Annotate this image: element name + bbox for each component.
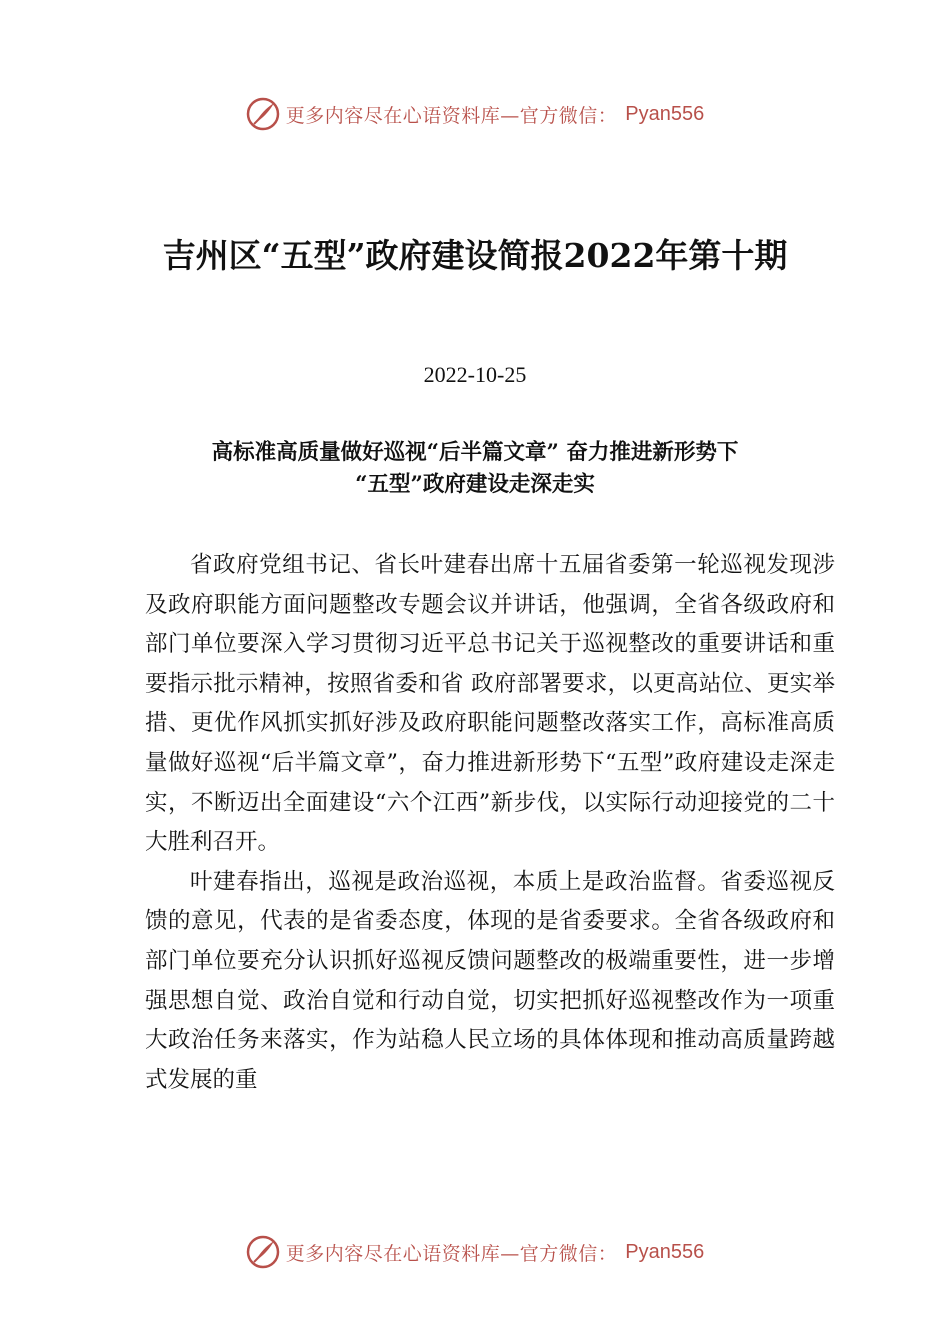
header-banner <box>0 94 950 134</box>
article-subtitle-line-1: 高标准高质量做好巡视“后半篇文章” 奋力推进新形势下 <box>211 440 739 465</box>
document-title: 吉州区“五型”政府建设简报2022年第十期 <box>162 236 788 275</box>
footer-banner <box>0 1232 950 1272</box>
quill-pen-logo-icon <box>246 97 280 131</box>
body-paragraph: 叶建春指出，巡视是政治巡视，本质上是政治监督。省委巡视反馈的意见，代表的是省委态度，体现的是省委要求。全省各级政府和部门单位要充分认识抓好巡视反馈问题整改的极端重要性，进一步增强思想自觉、政治自觉和行动自觉，切实把抓好巡视整改作为一项重大政治任务来落实，作为站稳人民立场的具体体现和推动高质量跨越式发展的重 <box>145 868 835 1093</box>
banner-wechat-id: Pyan556 <box>625 1240 705 1263</box>
article-subtitle-line-2: “五型”政府建设走深走实 <box>355 472 595 497</box>
document-date: 2022-10-25 <box>423 362 527 387</box>
body-paragraph: 省政府党组书记、省长叶建春出席十五届省委第一轮巡视发现涉及政府职能方面问题整改专题会议并讲话，他强调，全省各级政府和部门单位要深入学习贯彻习近平总书记关于巡视整改的重要讲话和重要指示批示精神，按照省委和省 政府部署要求，以更高站位、更实举措、更优作风抓实抓好涉及政府职能问题整改落实工作，高标准高质量做好巡视“后半篇文章”，奋力推进新形势下“五型”政府建设走深走 实，不断迈出全面建设“六个江西”新步伐，以实际行动迎接党的二十大胜利召开。 <box>145 552 835 856</box>
article-body <box>145 546 835 1100</box>
quill-pen-logo-icon <box>246 1235 280 1269</box>
banner-text: 更多内容尽在心语资料库—官方微信： <box>285 1242 618 1265</box>
article-subtitle <box>130 437 820 501</box>
banner-wechat-id: Pyan556 <box>625 102 705 125</box>
banner-text: 更多内容尽在心语资料库—官方微信： <box>285 104 618 127</box>
